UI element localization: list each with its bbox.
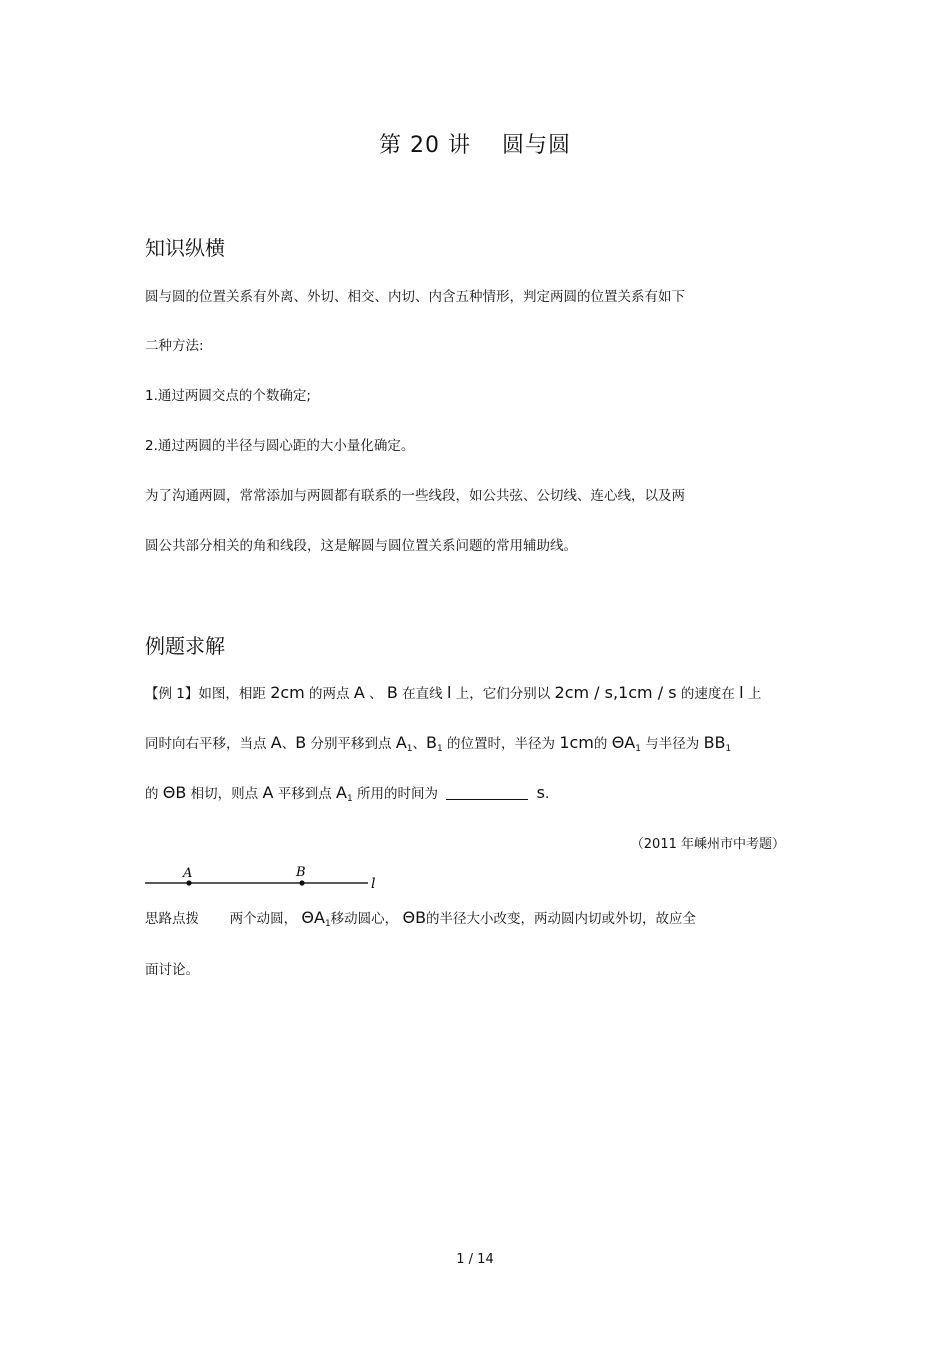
point-b: [299, 880, 304, 885]
example-line-3: [145, 782, 549, 804]
hint-line-2: 面讨论。: [145, 962, 199, 978]
hint-label: 思路点拨: [145, 911, 199, 927]
label-a: A: [183, 866, 193, 881]
text: 分别平移到点: [310, 736, 392, 752]
math: A: [270, 733, 282, 752]
text: 所用的时间为: [357, 786, 438, 802]
math: ΘA: [301, 908, 325, 927]
subscript: 1: [346, 794, 353, 804]
page-number: 1 / 14: [456, 1252, 494, 1267]
math: l: [446, 683, 452, 702]
text: .: [544, 786, 550, 802]
math: BB: [703, 733, 726, 752]
label-b: B: [296, 865, 306, 880]
paragraph-line: 圆公共部分相关的角和线段，这是解圆与圆位置关系问题的常用辅助线。: [145, 538, 577, 554]
text: 移动圆心，: [330, 911, 399, 927]
text: 平移到点: [277, 786, 332, 802]
math: B: [386, 683, 398, 702]
math: 2cm / s,1cm / s: [554, 683, 677, 702]
line-figure: [140, 860, 390, 894]
answer-blank: [446, 787, 528, 800]
text: 上，它们分别以: [455, 686, 551, 702]
text: 的: [145, 786, 159, 802]
text: 的: [593, 736, 608, 752]
paragraph-line: 1.通过两圆交点的个数确定;: [145, 388, 311, 404]
text: 的位置时，半径为: [447, 736, 556, 752]
math: A: [395, 733, 407, 752]
math: A: [262, 783, 274, 802]
text: 的半径大小改变，两动圆内切或外切，故应全: [426, 911, 697, 927]
text: 两个动圆，: [229, 911, 298, 927]
text: 的速度在: [680, 686, 735, 702]
text: 、: [412, 736, 427, 752]
page-title: 第 20 讲 圆与圆: [379, 133, 571, 158]
math: ΘB: [402, 908, 427, 927]
paragraph-line: 2.通过两圆的半径与圆心距的大小量化确定。: [145, 438, 415, 454]
text: 上: [747, 686, 762, 702]
text: 、: [369, 686, 383, 702]
math: ΘB: [162, 783, 187, 802]
paragraph-line: 为了沟通两圆，常常添加与两圆都有联系的一些线段，如公共弦、公切线、连心线，以及两: [145, 488, 685, 504]
subscript: 1: [324, 919, 331, 929]
math: ΘA: [611, 733, 636, 752]
math: s: [536, 783, 545, 802]
example-line-2: [145, 732, 731, 754]
point-a: [186, 880, 191, 885]
math: 1cm: [559, 733, 594, 752]
text: 在直线: [402, 686, 443, 702]
subscript: 1: [406, 744, 413, 754]
section-heading-knowledge: 知识纵横: [145, 236, 225, 260]
subscript: 1: [725, 744, 732, 754]
math: A: [353, 683, 365, 702]
label-l: l: [371, 876, 376, 892]
text: 相切，则点: [190, 786, 259, 802]
text: 、: [281, 736, 296, 752]
math: B: [426, 733, 437, 752]
section-heading-examples: 例题求解: [145, 634, 225, 658]
text: 的两点: [309, 686, 350, 702]
paragraph-line: 二种方法:: [145, 338, 204, 354]
math: 2cm: [270, 683, 305, 702]
math: A: [336, 783, 347, 802]
text: 【例 1】如图，相距: [145, 686, 266, 702]
hint-line-1: [145, 907, 696, 929]
paragraph-line: 圆与圆的位置关系有外离、外切、相交、内切、内含五种情形，判定两圆的位置关系有如下: [145, 289, 685, 305]
text: 与半径为: [645, 736, 700, 752]
example-line-1: [145, 682, 761, 702]
subscript: 1: [437, 744, 443, 754]
text: 同时向右平移，当点: [145, 736, 267, 752]
source-note: （2011 年嵊州市中考题）: [630, 837, 785, 852]
math: l: [739, 683, 744, 702]
subscript: 1: [635, 744, 641, 754]
math: B: [295, 733, 307, 752]
